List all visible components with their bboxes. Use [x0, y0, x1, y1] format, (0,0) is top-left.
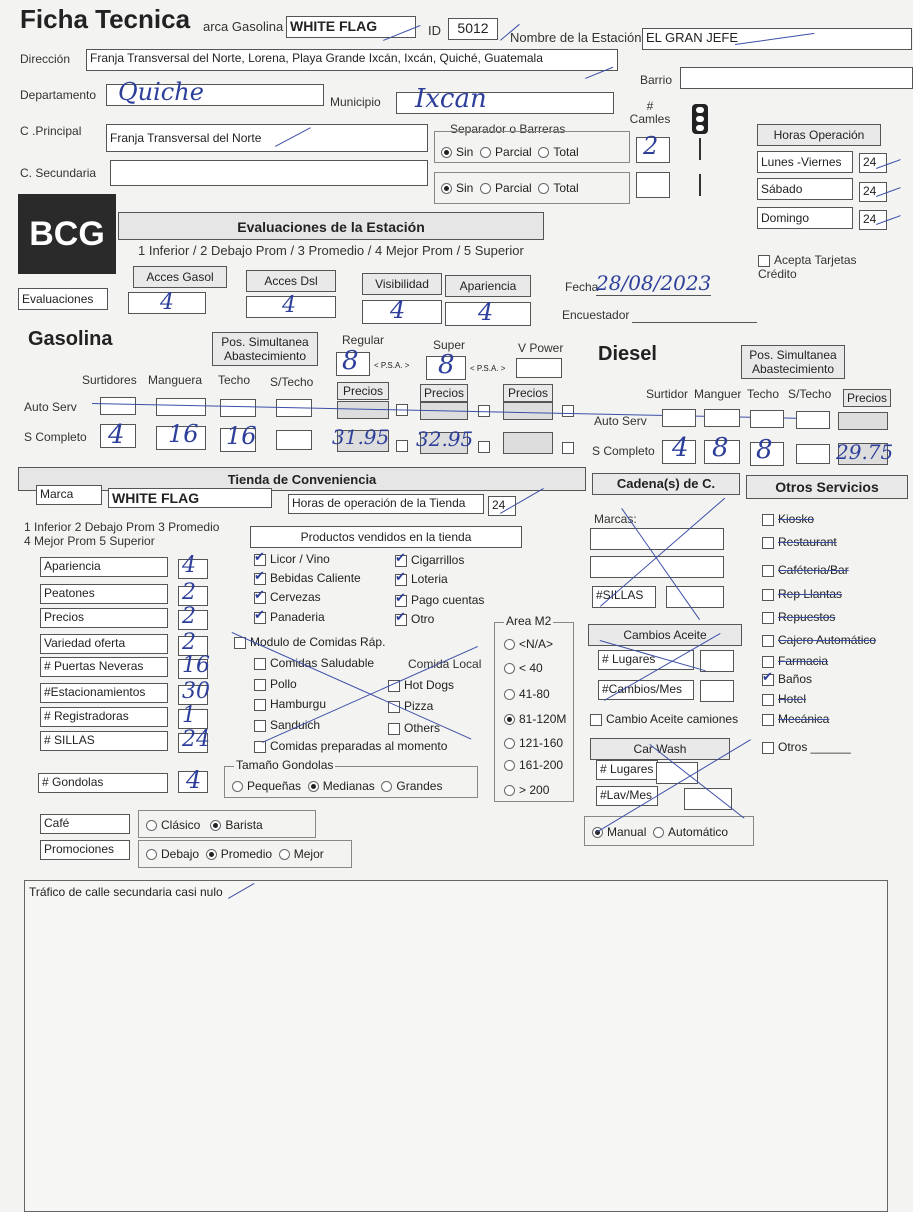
logo-text: BCG	[29, 215, 105, 253]
rating-label: Variedad oferta	[40, 634, 168, 654]
gasolina-title: Gasolina	[28, 328, 113, 350]
gas-as-techo[interactable]	[220, 399, 256, 417]
diesel-col-techo: Techo	[747, 387, 780, 401]
barrio-label: Barrio	[640, 73, 673, 87]
area-radio[interactable]: > 200	[504, 783, 549, 797]
cambios-mes-field[interactable]	[700, 680, 734, 702]
comida-pollo[interactable]: Pollo	[254, 677, 297, 691]
gas-sc-manguera-value: 16	[168, 420, 199, 448]
rating-value: 30	[182, 679, 210, 704]
cafe-options	[146, 818, 263, 832]
dsl-sc-s-techo[interactable]	[796, 444, 830, 464]
tienda-scale-1: 1 Inferior 2 Debajo Prom 3 Promedio	[24, 520, 220, 534]
direccion-label: Dirección	[20, 52, 71, 66]
vpower-label: V Power	[518, 341, 564, 355]
productos-title: Productos vendidos en la tienda	[250, 526, 522, 548]
dsl-as-techo[interactable]	[750, 410, 784, 428]
rating-value: 2	[182, 580, 196, 605]
area-m2-title: Area M2	[506, 614, 552, 628]
departamento-label: Departamento	[20, 88, 97, 102]
vpower-field[interactable]	[516, 358, 562, 378]
comments-text: Tráfico de calle secundaria casi nulo	[29, 885, 223, 899]
rating-label: # Puertas Neveras	[40, 657, 168, 677]
marca-gasolina-field[interactable]: WHITE FLAG	[286, 16, 416, 38]
precio-regular-value: 31.95	[332, 425, 390, 449]
tienda-marca-label: Marca	[36, 485, 102, 505]
producto-cigarrillos[interactable]: ✔Cigarrillos	[395, 553, 464, 567]
carwash-mode-options	[592, 825, 728, 839]
tienda-horas-field[interactable]: 24	[488, 496, 516, 516]
comida-sanduich[interactable]: Sanduich	[254, 718, 320, 732]
evaluaciones-scale: 1 Inferior / 2 Debajo Prom / 3 Promedio / 4 Mejor Prom / 5 Superior	[138, 243, 524, 258]
horas-operacion-title: Horas Operación	[757, 124, 881, 146]
fecha-label: Fecha	[565, 280, 599, 294]
pequenas-radio[interactable]: Pequeñas	[232, 779, 301, 793]
cambios-lugares-label: # Lugares	[598, 650, 694, 670]
total-radio[interactable]: Total	[538, 145, 578, 159]
rating-value: 16	[182, 653, 210, 678]
c-principal-field[interactable]: Franja Transversal del Norte	[106, 124, 428, 152]
gasolina-auto-serv-label: Auto Serv	[24, 400, 77, 414]
otros-servicio-item[interactable]: Mecánica	[762, 712, 829, 726]
comida-local-label: Comida Local	[408, 657, 482, 671]
area-radio[interactable]: < 40	[504, 661, 543, 675]
c-secundaria-label: C. Secundaria	[20, 166, 97, 180]
diesel-title: Diesel	[598, 343, 657, 365]
rating-label: Apariencia	[40, 557, 168, 577]
cafe-label: Café	[40, 814, 130, 834]
domingo-field[interactable]: 24	[859, 210, 887, 230]
psa-label: < P.S.A. >	[470, 364, 506, 373]
regular-label: Regular	[342, 333, 385, 347]
gasolina-col-manguera: Manguera	[148, 373, 203, 387]
grandes-radio[interactable]: Grandes	[381, 779, 442, 793]
producto-loteria[interactable]: ✔Loteria	[395, 572, 448, 586]
gas-sc-super-check[interactable]	[478, 441, 490, 453]
tienda-title: Tienda de Conveniencia	[18, 467, 586, 491]
camiles-secundaria-field[interactable]	[636, 172, 670, 198]
otros-servicio-item[interactable]: Hotel	[762, 692, 806, 706]
acces-gasol-value: 4	[160, 290, 174, 315]
otros-servicios-title: Otros Servicios	[746, 475, 908, 499]
diesel-col-manguer: Manguer	[694, 387, 742, 401]
id-field[interactable]: 5012	[448, 18, 498, 40]
direccion-field[interactable]: Franja Transversal del Norte, Lorena, Playa Grande Ixcán, Ixcán, Quiché, Guatemala	[86, 49, 618, 71]
carwash-lugares-label: # Lugares	[596, 760, 658, 780]
super-label: Super	[433, 338, 466, 352]
tienda-scale-2: 4 Mejor Prom 5 Superior	[24, 534, 155, 548]
promociones-label: Promociones	[40, 840, 130, 860]
lunes-viernes-field[interactable]: 24	[859, 153, 887, 173]
cadena-sillas-label: #SILLAS	[592, 586, 656, 608]
otros-servicio-item[interactable]: Farmacia	[762, 654, 828, 668]
dsl-sc-surtidor-value: 4	[672, 433, 689, 463]
sign-pole-icon	[699, 174, 717, 196]
nombre-estacion-field[interactable]: EL GRAN JEFE	[642, 28, 912, 50]
dsl-as-surtidor[interactable]	[662, 409, 696, 427]
departamento-value: Quiche	[118, 78, 204, 106]
total-radio[interactable]: Total	[538, 181, 578, 195]
marcas-field-1[interactable]	[590, 528, 724, 550]
diesel-precios-label: Precios	[843, 389, 891, 407]
sin-radio[interactable]: Sin	[441, 145, 473, 159]
cadena-title: Cadena(s) de C.	[592, 473, 740, 495]
traffic-light-icon	[692, 104, 708, 134]
precio-super-value: 32.95	[416, 427, 474, 451]
rating-value: 2	[182, 604, 196, 629]
precios-super-label: Precios	[420, 384, 468, 402]
cambios-aceite-title: Cambios Aceite	[588, 624, 742, 646]
dsl-as-precio[interactable]	[838, 412, 888, 430]
rating-label: #Estacionamientos	[40, 683, 168, 703]
encuestador-label: Encuestador	[562, 308, 630, 322]
tienda-horas-label: Horas de operación de la Tienda	[288, 494, 484, 514]
apariencia-value: 4	[478, 298, 494, 326]
acces-dsl-label: Acces Dsl	[246, 270, 336, 292]
evaluaciones-title: Evaluaciones de la Estación	[118, 212, 544, 240]
visibilidad-label: Visibilidad	[362, 273, 442, 295]
barrio-field[interactable]	[680, 67, 913, 89]
gas-as-vpower-check[interactable]	[562, 405, 574, 417]
otros-servicio-item[interactable]: Restaurant	[762, 535, 837, 549]
carwash-lav-label: #Lav/Mes	[596, 786, 658, 806]
cambios-lugares-field[interactable]	[700, 650, 734, 672]
tamano-options	[232, 779, 442, 793]
medianas-radio[interactable]: Medianas	[308, 779, 375, 793]
camiles-label: # Camles	[629, 99, 671, 126]
acepta-tarjetas-checkbox[interactable]	[758, 255, 770, 267]
dsl-as-s-techo[interactable]	[796, 411, 830, 429]
gas-sc-regular-check[interactable]	[396, 440, 408, 452]
super-value: 8	[438, 350, 455, 380]
otros-item[interactable]: Otros ______	[762, 740, 851, 754]
area-radio[interactable]: 161-200	[504, 758, 563, 772]
otros-servicio-item[interactable]: Cajero Automático	[762, 633, 876, 647]
diesel-col-s-techo: S/Techo	[788, 387, 832, 401]
bcg-logo	[18, 194, 116, 274]
precios-regular-label: Precios	[337, 382, 389, 400]
sabado-label: Sábado	[757, 178, 853, 200]
comidas-preparadas[interactable]: Comidas preparadas al momento	[254, 739, 447, 753]
lunes-viernes-label: Lunes -Viernes	[757, 151, 853, 173]
otros-servicio-item[interactable]: Caféteria/Bar	[762, 563, 849, 577]
rating-label: Peatones	[40, 584, 168, 604]
dsl-as-manguer[interactable]	[704, 409, 740, 427]
c-principal-label: C .Principal	[20, 124, 82, 138]
producto-cervezas[interactable]: ✔Cervezas	[254, 590, 321, 604]
gas-sc-surtidores-value: 4	[108, 420, 125, 450]
gondolas-label: # Gondolas	[38, 773, 168, 793]
area-radio[interactable]: 41-80	[504, 687, 550, 701]
parcial-radio[interactable]: Parcial	[480, 181, 532, 195]
diesel-col-surtidor: Surtidor	[646, 387, 689, 401]
gasolina-col-surtidores: Surtidores	[82, 373, 137, 387]
promociones-options	[146, 847, 324, 861]
gas-sc-techo-value: 16	[226, 422, 257, 450]
otros-servicio-item[interactable]: Kiosko	[762, 512, 814, 526]
gasolina-s-completo-label: S Completo	[24, 430, 87, 444]
evaluaciones-row-label: Evaluaciones	[18, 288, 108, 310]
rating-value: 1	[182, 703, 196, 728]
gas-as-manguera[interactable]	[156, 398, 206, 416]
area-radio[interactable]: 81-120M	[504, 712, 566, 726]
area-radio[interactable]: <N/A>	[504, 637, 553, 651]
manual-radio[interactable]: Manual	[592, 825, 646, 839]
marca-gasolina-label: arca Gasolina	[203, 19, 284, 34]
gas-sc-vpower-check[interactable]	[562, 442, 574, 454]
gasolina-col-techo: Techo	[218, 373, 251, 387]
municipio-value: Ixcan	[415, 84, 487, 114]
rating-value: 4	[182, 553, 196, 578]
psa-label: < P.S.A. >	[374, 361, 410, 370]
comida-hot-dogs[interactable]: Hot Dogs	[388, 678, 454, 692]
regular-value: 8	[342, 346, 359, 376]
separador-label: Separador o Barreras	[450, 122, 566, 136]
diesel-precio-value: 29.75	[836, 440, 894, 464]
nombre-estacion-label: Nombre de la Estación	[510, 30, 642, 45]
diesel-pos-simultanea-label: Pos. Simultanea Abastecimiento	[741, 345, 845, 379]
tienda-marca-field[interactable]: WHITE FLAG	[108, 488, 272, 508]
rating-label: # Registradoras	[40, 707, 168, 727]
otros-servicio-item[interactable]: ✔Baños	[762, 672, 812, 686]
rating-label: # SILLAS	[40, 731, 168, 751]
acces-dsl-value: 4	[282, 293, 296, 318]
rating-value: 24	[182, 727, 210, 752]
producto-licor[interactable]: ✔Licor / Vino	[254, 552, 330, 566]
acepta-tarjetas-label: Acepta Tarjetas Crédito	[758, 253, 857, 281]
acces-gasol-label: Acces Gasol	[133, 266, 227, 288]
id-label: ID	[428, 23, 441, 38]
sin-radio[interactable]: Sin	[441, 181, 473, 195]
cambio-camiones[interactable]: Cambio Aceite camiones	[590, 712, 738, 726]
otros-servicio-item[interactable]: Repuestos	[762, 610, 835, 624]
comida-saludable[interactable]: Comidas Saludable	[254, 656, 374, 670]
fecha-value: 28/08/2023	[596, 271, 712, 295]
producto-panaderia[interactable]: ✔Panaderia	[254, 610, 325, 624]
c-secundaria-field[interactable]	[110, 160, 428, 186]
rating-label: Precios	[40, 608, 168, 628]
promedio-radio[interactable]: Promedio	[206, 847, 272, 861]
sabado-field[interactable]: 24	[859, 182, 887, 202]
area-radio[interactable]: 121-160	[504, 736, 563, 750]
marcas-label: Marcas:	[594, 512, 637, 526]
automatico-radio[interactable]: Automático	[653, 825, 728, 839]
barista-radio[interactable]: Barista	[210, 818, 262, 832]
dsl-sc-techo-value: 8	[756, 435, 773, 465]
cambios-mes-label: #Cambios/Mes	[598, 680, 694, 700]
modulo-comidas[interactable]: Modulo de Comidas Ráp.	[234, 635, 385, 649]
clasico-radio[interactable]: Clásico	[146, 818, 200, 832]
apariencia-label: Apariencia	[445, 275, 531, 297]
rating-value: 2	[182, 630, 196, 655]
separador-secundaria-options	[441, 181, 579, 195]
diesel-auto-serv-label: Auto Serv	[594, 414, 647, 428]
cadena-sillas-field[interactable]	[666, 586, 724, 608]
precios-vpower-label: Precios	[503, 384, 553, 402]
diesel-s-completo-label: S Completo	[592, 444, 655, 458]
car-wash-title: Car Wash	[590, 738, 730, 760]
comida-pizza[interactable]: Pizza	[388, 699, 433, 713]
tamano-gondolas-title: Tamaño Gondolas	[236, 758, 334, 772]
encuestador-line[interactable]	[632, 322, 757, 323]
gas-as-surtidores[interactable]	[100, 397, 136, 415]
gas-sc-s-techo[interactable]	[276, 430, 312, 450]
producto-otro[interactable]: ✔Otro	[395, 612, 434, 626]
otros-servicio-item[interactable]: Rep Llantas	[762, 587, 842, 601]
domingo-label: Domingo	[757, 207, 853, 229]
camiles-value: 2	[643, 132, 659, 160]
gas-sc-precio-vpower[interactable]	[503, 432, 553, 454]
comments-area[interactable]	[24, 880, 888, 1212]
visibilidad-value: 4	[390, 296, 406, 324]
parcial-radio[interactable]: Parcial	[480, 145, 532, 159]
page-title: Ficha Tecnica	[20, 4, 191, 34]
separador-principal-options	[441, 145, 579, 159]
mejor-radio[interactable]: Mejor	[279, 847, 324, 861]
municipio-label: Municipio	[330, 95, 381, 109]
producto-bebidas[interactable]: ✔Bebidas Caliente	[254, 571, 361, 585]
comida-hamburgu[interactable]: Hamburgu	[254, 697, 326, 711]
producto-pago-cuentas[interactable]: ✔Pago cuentas	[395, 593, 484, 607]
gasolina-col-s-techo: S/Techo	[270, 375, 314, 389]
dsl-sc-manguer-value: 8	[712, 433, 729, 463]
debajo-radio[interactable]: Debajo	[146, 847, 199, 861]
comida-others[interactable]: Others	[388, 721, 440, 735]
sign-pole-icon	[699, 138, 717, 160]
gondolas-value: 4	[186, 766, 202, 794]
gasolina-pos-simultanea-label: Pos. Simultanea Abastecimiento	[212, 332, 318, 366]
